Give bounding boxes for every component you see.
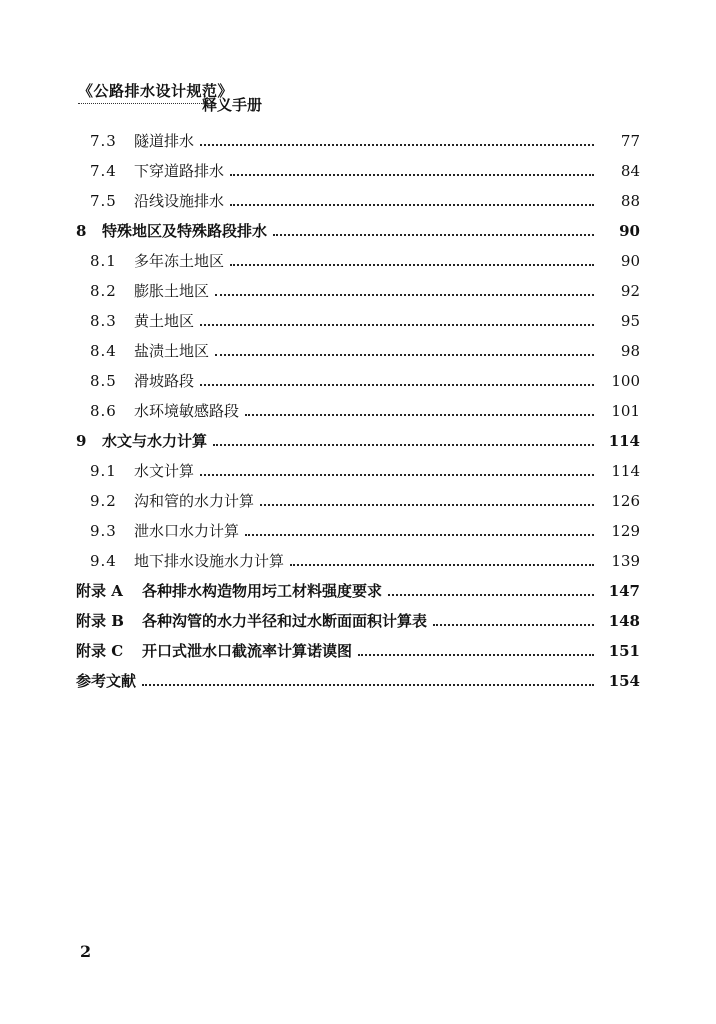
toc-entry-number: 9: [76, 432, 87, 450]
toc-entry-title: 水环境敏感路段: [134, 402, 240, 420]
toc-entry-page: 114: [608, 432, 640, 450]
dot-leader: [213, 444, 594, 446]
toc-entry-title: 泄水口水力计算: [134, 522, 240, 540]
toc-entry-number: 7.5: [90, 192, 117, 210]
toc-entry-number: 8.4: [90, 342, 117, 360]
toc-entry-page: 151: [608, 642, 640, 660]
page-number: 2: [80, 942, 92, 961]
dot-leader: [230, 204, 594, 206]
toc-entry-number: 8.3: [90, 312, 117, 330]
toc-entry-page: 90: [619, 222, 640, 240]
toc-entry: [0, 336, 716, 366]
toc-entry: [0, 666, 716, 696]
toc-entry-number: 9.3: [90, 522, 117, 540]
toc-entry-page: 100: [611, 372, 640, 390]
toc-entry-number: 附录 C: [76, 642, 124, 660]
dot-leader: [358, 654, 594, 656]
running-header: [78, 80, 338, 116]
toc-entry-title: 盐渍土地区: [134, 342, 210, 360]
dot-leader: [273, 234, 594, 236]
toc-entry: [0, 216, 716, 246]
toc-entry-title: 水文计算: [134, 462, 195, 480]
toc-entry-title: 地下排水设施水力计算: [134, 552, 285, 570]
toc-entry-page: 88: [620, 192, 640, 210]
dot-leader: [200, 474, 594, 476]
toc-entry-number: 7.3: [90, 132, 117, 150]
toc-entry: [0, 576, 716, 606]
dot-leader: [433, 624, 594, 626]
toc-entry: [0, 516, 716, 546]
toc-entry: [0, 366, 716, 396]
book-subtitle: 释义手册: [202, 96, 263, 114]
toc-entry-title: 开口式泄水口截流率计算诺谟图: [142, 642, 353, 660]
toc-entry: [0, 126, 716, 156]
book-title: 《公路排水设计规范》: [78, 82, 234, 100]
toc-entry-page: 90: [620, 252, 640, 270]
toc-entry-number: 8.5: [90, 372, 117, 390]
toc-entry-title: 沿线设施排水: [134, 192, 225, 210]
toc-entry-title: 隧道排水: [134, 132, 195, 150]
toc-entry-page: 148: [608, 612, 640, 630]
toc-entry-number: 9.4: [90, 552, 117, 570]
toc-entry-page: 98: [620, 342, 640, 360]
toc-entry: [0, 306, 716, 336]
toc-entry-page: 129: [611, 522, 640, 540]
toc-entry: [0, 186, 716, 216]
dot-leader: [245, 414, 594, 416]
toc-entry-page: 95: [620, 312, 640, 330]
dot-leader: [230, 174, 594, 176]
toc-entry: [0, 546, 716, 576]
toc-entry-page: 126: [611, 492, 640, 510]
toc-entry-page: 147: [608, 582, 640, 600]
toc-entry-number: 附录 B: [76, 612, 124, 630]
toc-entry-page: 84: [620, 162, 640, 180]
dot-leader: [215, 294, 594, 296]
toc-entry-page: 139: [611, 552, 640, 570]
toc-entry-number: 附录 A: [76, 582, 123, 600]
header-rule: [78, 103, 202, 104]
toc-entry-page: 114: [611, 462, 640, 480]
toc-entry: [0, 426, 716, 456]
toc-entry-title: 参考文献: [76, 672, 137, 690]
toc-entry-title: 下穿道路排水: [134, 162, 225, 180]
toc-entry: [0, 156, 716, 186]
dot-leader: [230, 264, 594, 266]
dot-leader: [388, 594, 594, 596]
toc-entry-number: 7.4: [90, 162, 117, 180]
toc-entry: [0, 276, 716, 306]
toc-entry-title: 黄土地区: [134, 312, 195, 330]
toc-entry: [0, 486, 716, 516]
toc-entry-number: 9.2: [90, 492, 117, 510]
dot-leader: [215, 354, 594, 356]
toc-entry-page: 101: [611, 402, 640, 420]
dot-leader: [200, 144, 594, 146]
toc-entry-title: 多年冻土地区: [134, 252, 225, 270]
dot-leader: [200, 324, 594, 326]
toc-entry-page: 154: [608, 672, 640, 690]
toc-entry-number: 8.1: [90, 252, 117, 270]
toc-entry-page: 77: [620, 132, 640, 150]
toc-entry: [0, 606, 716, 636]
dot-leader: [200, 384, 594, 386]
toc-entry-number: 8.6: [90, 402, 117, 420]
toc-entry-title: 各种排水构造物用圬工材料强度要求: [142, 582, 383, 600]
toc-entry: [0, 246, 716, 276]
toc-entry-title: 膨胀土地区: [134, 282, 210, 300]
dot-leader: [142, 684, 594, 686]
toc-entry-number: 8: [76, 222, 87, 240]
dot-leader: [245, 534, 594, 536]
toc-entry-title: 水文与水力计算: [102, 432, 208, 450]
dot-leader: [260, 504, 594, 506]
toc-entry-number: 9.1: [90, 462, 117, 480]
toc-entry: [0, 636, 716, 666]
dot-leader: [290, 564, 594, 566]
toc-entry: [0, 456, 716, 486]
toc-entry: [0, 396, 716, 426]
toc-entry-number: 8.2: [90, 282, 117, 300]
toc-entry-title: 滑坡路段: [134, 372, 195, 390]
toc-entry-title: 沟和管的水力计算: [134, 492, 255, 510]
toc-entry-page: 92: [620, 282, 640, 300]
toc-entry-title: 特殊地区及特殊路段排水: [102, 222, 268, 240]
toc-entry-title: 各种沟管的水力半径和过水断面面积计算表: [142, 612, 428, 630]
